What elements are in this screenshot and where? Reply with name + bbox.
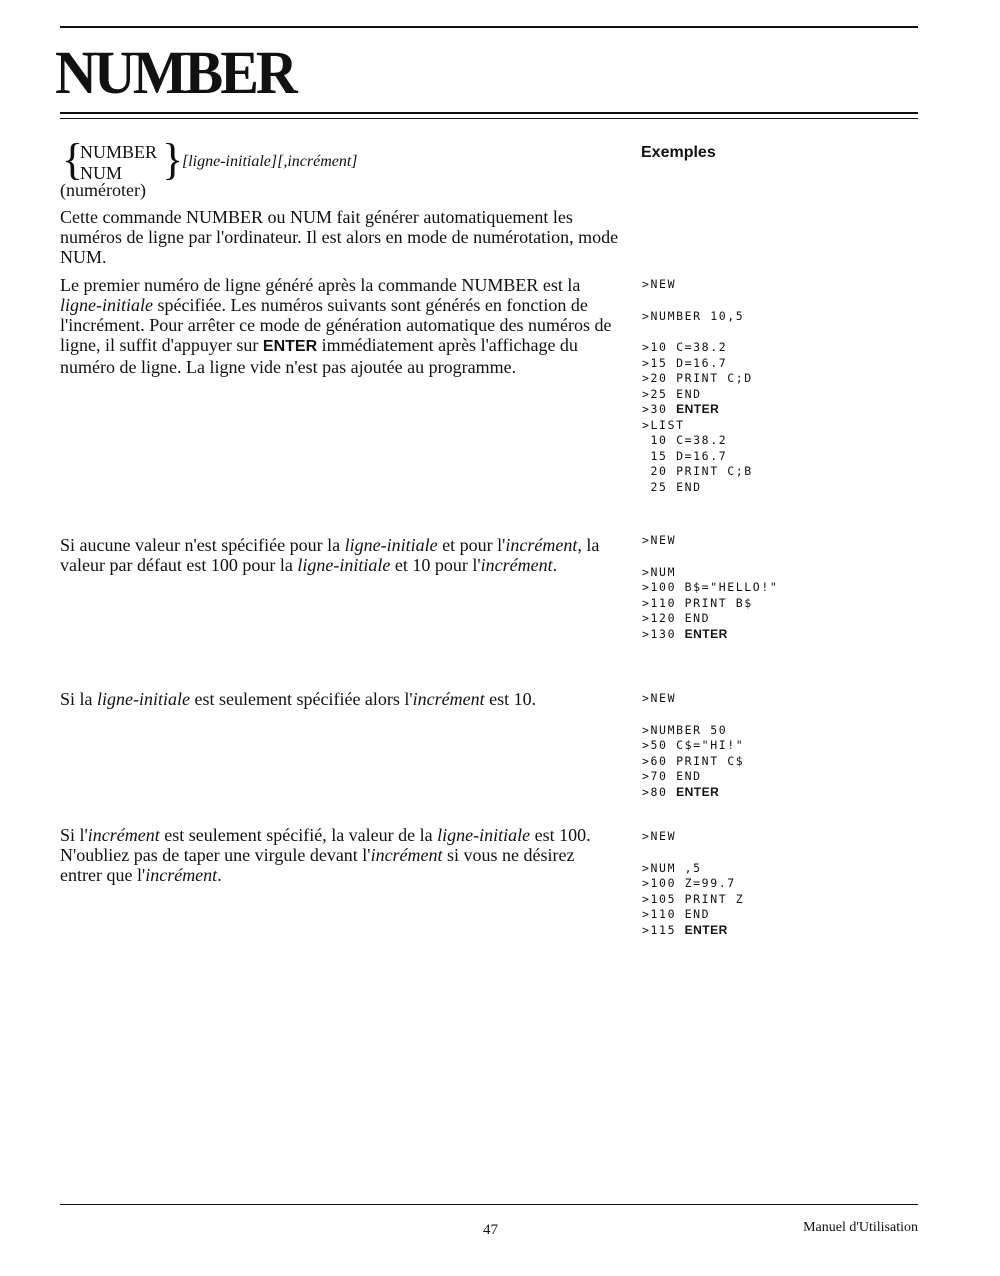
code-example (642, 691, 744, 800)
italic-term: incrément (505, 535, 578, 555)
code-line: >60 PRINT C$ (642, 753, 745, 768)
text-run: . (217, 865, 222, 885)
code-line: >100 Z=99.7 (642, 876, 736, 890)
text-run: est 10. (484, 689, 537, 709)
italic-term: incrément (412, 689, 485, 709)
code-line: >50 C$="HI!" (642, 738, 745, 752)
code-gap (642, 324, 753, 340)
italic-term: ligne-initiale (60, 295, 153, 315)
title-rule-lower (60, 118, 918, 119)
text-run: Le premier numéro de ligne généré après la commande NUMBER est la (60, 275, 581, 295)
code-line: >70 END (642, 769, 702, 783)
text-run: est seulement spécifiée alors l' (190, 689, 413, 709)
text-run: et 10 pour l' (390, 555, 481, 575)
italic-term: incrément (145, 865, 218, 885)
text-run: . (552, 555, 558, 575)
section-text (60, 535, 620, 575)
code-line: >10 C=38.2 (642, 340, 728, 354)
italic-term: incrément (87, 825, 160, 845)
top-rule (60, 26, 918, 28)
code-line: >20 PRINT C;D (642, 371, 753, 385)
left-brace-icon: { (62, 135, 84, 184)
text-run: Si la (60, 689, 98, 709)
text-run: immédiatement après l'affichage du numéro de ligne. La ligne vide n'est pas ajoutée au programme. (60, 335, 578, 377)
code-line: 25 END (642, 479, 702, 494)
code-line: >NEW (642, 829, 677, 843)
code-line: >110 END (642, 907, 711, 921)
syntax-keyword-num: NUM (80, 163, 123, 183)
text-run: Si l' (60, 825, 88, 845)
code-line: 15 D=16.7 (642, 448, 728, 463)
italic-term: ligne-initiale (97, 689, 190, 709)
text-run: et pour l' (437, 535, 506, 555)
code-line: >25 END (642, 386, 702, 401)
text-run: est 100. N'oubliez pas de taper une virgule devant l' (60, 825, 591, 865)
key-name: ENTER (262, 338, 318, 355)
syntax-parameters: [ligne-initiale][,incrément] (182, 153, 358, 170)
section-text (60, 825, 620, 885)
code-line: >NUMBER 50 (642, 722, 728, 737)
section-text (60, 275, 620, 377)
code-line: >NUM (642, 564, 677, 579)
code-example (642, 829, 744, 938)
code-gap (642, 707, 744, 723)
code-line: >15 D=16.7 (642, 355, 728, 370)
italic-term: incrément (370, 845, 443, 865)
italic-term: incrément (480, 555, 553, 575)
italic-term: ligne-initiale (344, 535, 438, 555)
code-line: 10 C=38.2 (642, 433, 728, 447)
syntax-keyword-number: NUMBER (80, 142, 158, 162)
code-line: >80 ENTER (642, 784, 720, 799)
code-line: >NEW (642, 533, 677, 547)
right-brace-icon: } (162, 135, 184, 184)
italic-term: ligne-initiale (437, 825, 531, 845)
text-run: Si aucune valeur n'est spécifiée pour la (60, 535, 345, 555)
code-line: >105 PRINT Z (642, 891, 745, 906)
italic-term: ligne-initiale (297, 555, 391, 575)
text-run: est seulement spécifié, la valeur de la (159, 825, 438, 845)
code-line: >130 ENTER (642, 626, 728, 641)
code-line: 20 PRINT C;B (642, 464, 753, 478)
examples-heading: Exemples (641, 144, 716, 161)
text-run: si vous ne désirez entrer que l' (60, 845, 575, 885)
code-line: >115 ENTER (642, 922, 728, 937)
code-gap (642, 549, 778, 565)
text-run: spécifiée. Les numéros suivants sont générés en fonction de l'incrément. Pour arrêter ce mode de génération automatique des numéros de ligne, il suffit d'appuyer sur (60, 295, 612, 355)
syntax-translation: (numéroter) (60, 180, 146, 200)
code-line: >30 ENTER (642, 402, 720, 416)
code-line: >110 PRINT B$ (642, 595, 753, 610)
code-example (642, 533, 778, 642)
intro-paragraph: Cette commande NUMBER ou NUM fait générer automatiquement les numéros de ligne par l'ordinateur. Il est alors en mode de numérotation, mode NUM. (60, 207, 619, 267)
code-line: >120 END (642, 611, 711, 625)
code-line: >NEW (642, 691, 677, 705)
code-gap (642, 845, 744, 861)
title-rule-upper (60, 112, 918, 114)
code-line: >NEW (642, 277, 677, 291)
code-example (642, 277, 753, 495)
manual-title: Manuel d'Utilisation (803, 1220, 918, 1235)
section-text (60, 689, 620, 709)
code-line: >NUM ,5 (642, 860, 702, 875)
code-line: >100 B$="HELLO!" (642, 580, 779, 594)
code-gap (642, 293, 753, 309)
footer-rule (60, 1204, 918, 1205)
code-line: >NUMBER 10,5 (642, 308, 745, 323)
code-line: >LIST (642, 417, 685, 432)
page-title: NUMBER (55, 38, 295, 107)
page-number: 47 (483, 1222, 498, 1238)
text-run: , la valeur par défaut est 100 pour la (60, 535, 600, 575)
